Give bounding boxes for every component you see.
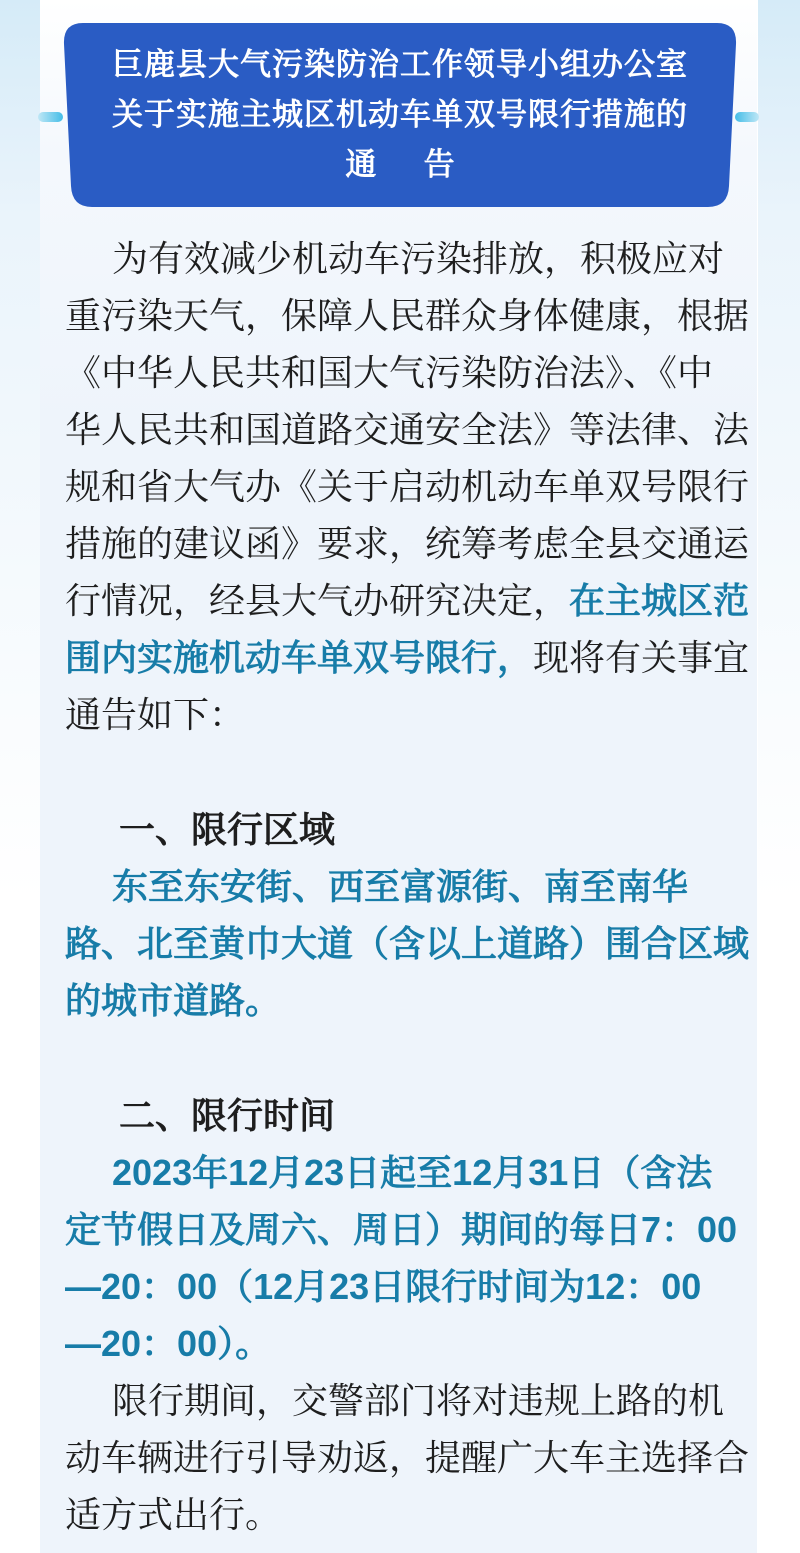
highlighted-text: 2023年12月23日起至12月31日（含法 xyxy=(112,1152,713,1193)
body-text: 重污染天气，保障人民群众身体健康，根据 xyxy=(65,295,750,336)
body-text: 行情况，经县大气办研究决定， xyxy=(65,580,570,621)
text-line xyxy=(65,572,755,629)
text-line xyxy=(65,915,755,972)
left-edge-tint xyxy=(0,0,42,1553)
highlighted-text: —20：00）。 xyxy=(65,1323,272,1364)
notice-body xyxy=(65,230,755,1543)
body-text: 限行期间，交警部门将对违规上路的机 xyxy=(112,1380,725,1421)
text-line xyxy=(65,629,755,686)
notice-banner xyxy=(0,0,800,230)
text-line xyxy=(65,515,755,572)
body-text: 动车辆进行引导劝返，提醒广大车主选择合 xyxy=(65,1437,750,1478)
banner-title-line-1: 巨鹿县大气污染防治工作领导小组办公室 xyxy=(112,47,688,82)
highlighted-text: 路、北至黄巾大道（含以上道路）围合区域 xyxy=(65,923,750,964)
highlighted-text: —20：00（12月23日限行时间为12：00 xyxy=(65,1266,702,1307)
text-line xyxy=(65,1201,755,1258)
text-line xyxy=(65,344,755,401)
paragraph xyxy=(65,858,755,1029)
text-line xyxy=(65,972,755,1029)
highlighted-text: 东至东安街、西至富源街、南至南华 xyxy=(112,866,689,907)
paragraph xyxy=(65,1372,755,1543)
text-line xyxy=(65,1429,755,1486)
body-text: 《中华人民共和国大气污染防治法》、《中 xyxy=(65,352,714,393)
text-line xyxy=(65,1315,755,1372)
section-heading: 二、限行时间 xyxy=(119,1095,336,1136)
text-line xyxy=(65,686,755,743)
paragraph xyxy=(65,230,755,743)
body-text: 规和省大气办《关于启动机动车单双号限行 xyxy=(65,466,750,507)
body-text: 华人民共和国道路交通安全法》等法律、法 xyxy=(65,409,750,450)
text-line xyxy=(65,1144,755,1201)
paragraph xyxy=(65,1144,755,1372)
banner-title xyxy=(70,23,730,207)
body-text: 通告如下： xyxy=(65,694,246,735)
text-line xyxy=(65,287,755,344)
text-line xyxy=(65,458,755,515)
highlighted-text: 的城市道路。 xyxy=(65,980,282,1021)
banner-title-line-2: 关于实施主城区机动车单双号限行措施的 xyxy=(112,97,688,132)
text-line xyxy=(65,1372,755,1429)
text-line xyxy=(65,858,755,915)
body-text: 适方式出行。 xyxy=(65,1494,282,1535)
highlighted-text: 定节假日及周六、周日）期间的每日7：00 xyxy=(65,1209,738,1250)
left-dash-decoration xyxy=(38,112,63,122)
banner-title-line-3: 通 告 xyxy=(345,147,465,182)
section-heading: 一、限行区域 xyxy=(119,809,336,850)
body-text: 措施的建议函》要求，统筹考虑全县交通运 xyxy=(65,523,750,564)
right-dash-decoration xyxy=(735,112,759,122)
body-text: 现将有关事宜 xyxy=(533,637,750,678)
text-line xyxy=(65,230,755,287)
body-text: 为有效减少机动车污染排放，积极应对 xyxy=(112,238,725,279)
text-line xyxy=(65,1486,755,1543)
highlighted-text: 围内实施机动车单双号限行， xyxy=(65,637,534,678)
text-line xyxy=(65,401,755,458)
text-line xyxy=(65,1258,755,1315)
highlighted-text: 在主城区范 xyxy=(569,580,750,621)
right-edge-tint xyxy=(758,0,800,1553)
